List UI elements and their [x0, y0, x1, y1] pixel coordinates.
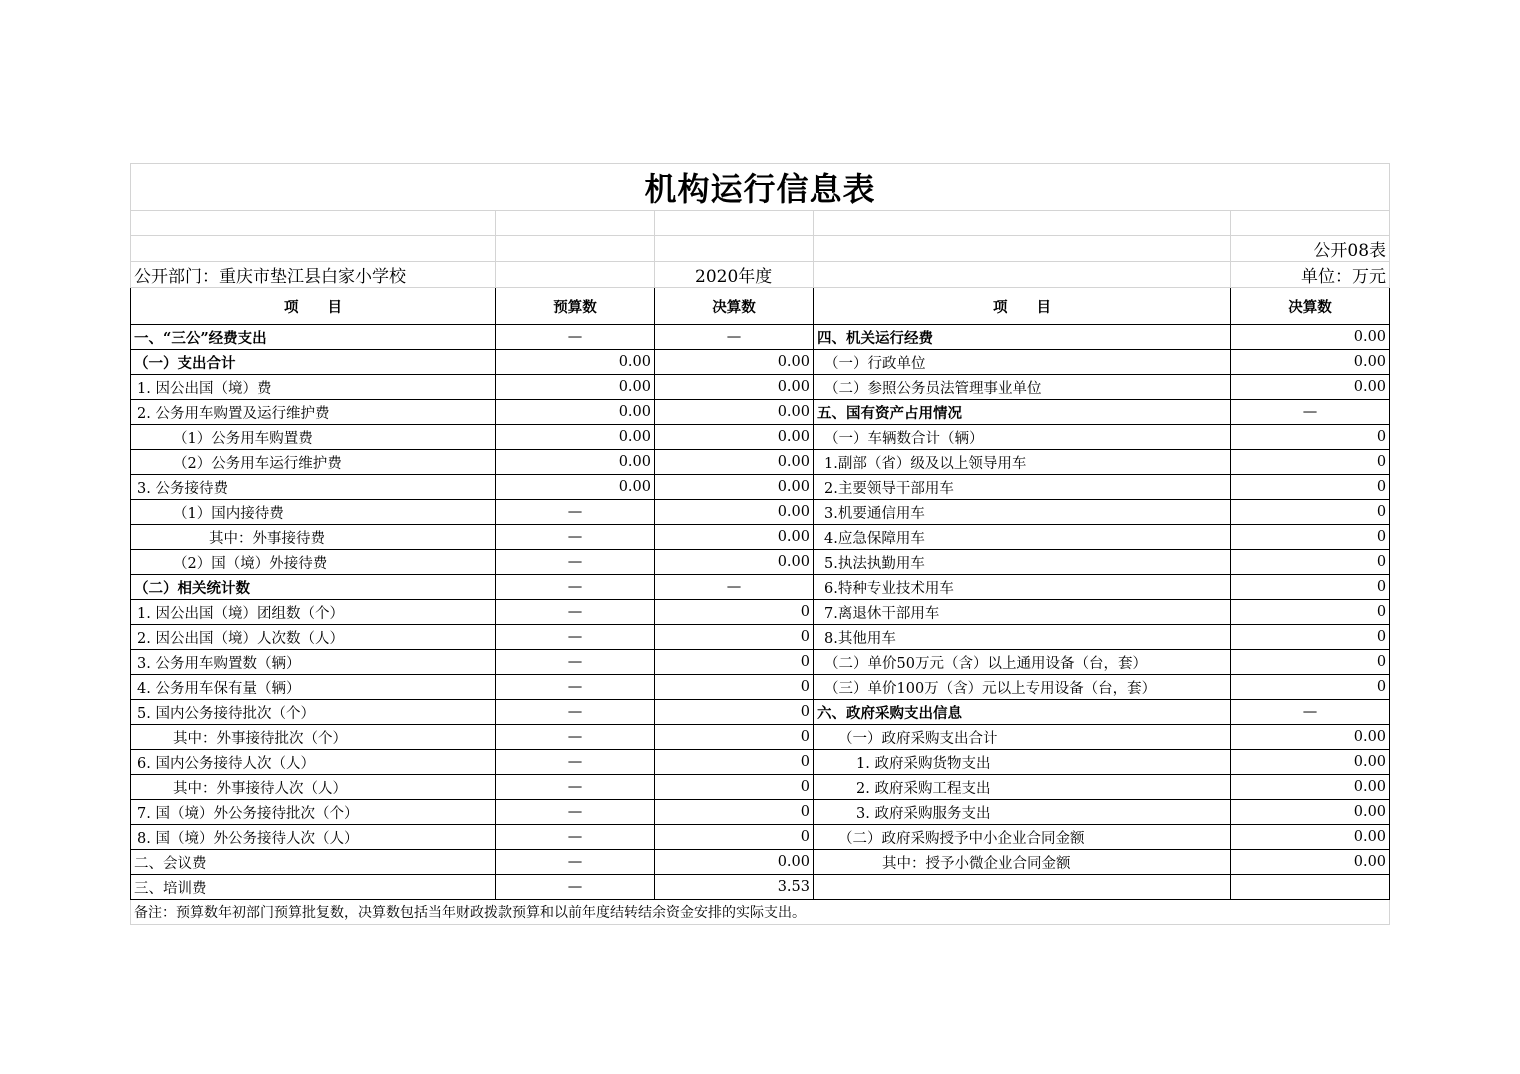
table-row: [131, 375, 1390, 400]
final-value: 0.00: [655, 375, 814, 400]
footnote: 备注：预算数年初部门预算批复数，决算数包括当年财政拨款预算和以前年度结转结余资金安排的实际支出。: [131, 900, 1390, 925]
final-value: 0.00: [655, 350, 814, 375]
right-item-label: 2. 政府采购工程支出: [814, 775, 1231, 800]
left-item-label: 1. 因公出国（境）费: [131, 375, 496, 400]
table-row: [131, 775, 1390, 800]
table-row: [131, 800, 1390, 825]
table-row: [131, 575, 1390, 600]
final-value: 0.00: [655, 450, 814, 475]
table-row: [131, 425, 1390, 450]
table-row: [131, 475, 1390, 500]
right-final-value: 0: [1231, 550, 1390, 575]
table-row: [131, 725, 1390, 750]
right-item-label: （二）单价50万元（含）以上通用设备（台，套）: [814, 650, 1231, 675]
table-row: [131, 650, 1390, 675]
left-item-label: 其中：外事接待人次（人）: [131, 775, 496, 800]
right-final-value: 0.00: [1231, 750, 1390, 775]
left-item-label: 6. 国内公务接待人次（人）: [131, 750, 496, 775]
budget-value: 0.00: [496, 350, 655, 375]
budget-value: 0.00: [496, 400, 655, 425]
final-value: 0.00: [655, 550, 814, 575]
budget-value: —: [496, 875, 655, 900]
table-row: [131, 550, 1390, 575]
final-value: 0.00: [655, 850, 814, 875]
left-item-label: 其中：外事接待批次（个）: [131, 725, 496, 750]
right-final-value: 0.00: [1231, 800, 1390, 825]
table-row: [131, 850, 1390, 875]
right-item-label: （一）车辆数合计（辆）: [814, 425, 1231, 450]
budget-value: —: [496, 825, 655, 850]
table-row: [131, 525, 1390, 550]
budget-value: 0.00: [496, 375, 655, 400]
final-value: 0: [655, 700, 814, 725]
table-row: [131, 750, 1390, 775]
table-row: [131, 825, 1390, 850]
budget-value: —: [496, 325, 655, 350]
info-sheet: [130, 163, 1389, 925]
right-final-value: 0: [1231, 500, 1390, 525]
right-final-value: 0: [1231, 425, 1390, 450]
table-number: 公开08表: [1231, 236, 1390, 262]
left-item-label: （1）国内接待费: [131, 500, 496, 525]
budget-value: —: [496, 550, 655, 575]
final-value: 0: [655, 725, 814, 750]
table-row: [131, 600, 1390, 625]
right-item-label: 5.执法执勤用车: [814, 550, 1231, 575]
table-row: [131, 350, 1390, 375]
budget-value: 0.00: [496, 450, 655, 475]
right-item-label: 1.副部（省）级及以上领导用车: [814, 450, 1231, 475]
right-final-value: 0: [1231, 475, 1390, 500]
left-item-label: （一）支出合计: [131, 350, 496, 375]
left-item-label: 二、会议费: [131, 850, 496, 875]
right-final-value: 0: [1231, 625, 1390, 650]
right-final-value: [1231, 875, 1390, 900]
table-row: [131, 325, 1390, 350]
right-final-value: 0.00: [1231, 375, 1390, 400]
left-item-label: 7. 国（境）外公务接待批次（个）: [131, 800, 496, 825]
header-right-final: 决算数: [1231, 288, 1390, 325]
right-item-label: 4.应急保障用车: [814, 525, 1231, 550]
right-final-value: —: [1231, 400, 1390, 425]
table-row: [131, 875, 1390, 900]
budget-value: —: [496, 800, 655, 825]
right-item-label: 8.其他用车: [814, 625, 1231, 650]
budget-value: —: [496, 575, 655, 600]
right-item-label: 7.离退休干部用车: [814, 600, 1231, 625]
right-final-value: 0.00: [1231, 725, 1390, 750]
header-budget: 预算数: [496, 288, 655, 325]
final-value: 0: [655, 625, 814, 650]
final-value: 0.00: [655, 500, 814, 525]
right-final-value: 0: [1231, 575, 1390, 600]
right-final-value: 0: [1231, 450, 1390, 475]
right-final-value: 0: [1231, 525, 1390, 550]
left-item-label: 5. 国内公务接待批次（个）: [131, 700, 496, 725]
final-value: 0: [655, 775, 814, 800]
right-item-label: （一）行政单位: [814, 350, 1231, 375]
right-item-label: （三）单价100万（含）元以上专用设备（台，套）: [814, 675, 1231, 700]
right-item-label: 其中：授予小微企业合同金额: [814, 850, 1231, 875]
final-value: 0.00: [655, 475, 814, 500]
right-item-label: 2.主要领导干部用车: [814, 475, 1231, 500]
right-final-value: 0.00: [1231, 350, 1390, 375]
right-item-label: 3. 政府采购服务支出: [814, 800, 1231, 825]
left-item-label: （2）国（境）外接待费: [131, 550, 496, 575]
budget-value: —: [496, 600, 655, 625]
budget-value: —: [496, 750, 655, 775]
budget-value: —: [496, 725, 655, 750]
right-final-value: 0.00: [1231, 325, 1390, 350]
left-item-label: 4. 公务用车保有量（辆）: [131, 675, 496, 700]
budget-value: —: [496, 525, 655, 550]
org-operation-table: [130, 163, 1390, 925]
left-item-label: 2. 公务用车购置及运行维护费: [131, 400, 496, 425]
budget-value: 0.00: [496, 475, 655, 500]
budget-value: —: [496, 675, 655, 700]
left-item-label: 8. 国（境）外公务接待人次（人）: [131, 825, 496, 850]
budget-value: —: [496, 850, 655, 875]
right-item-label: 3.机要通信用车: [814, 500, 1231, 525]
table-row: [131, 675, 1390, 700]
right-item-label: 6.特种专业技术用车: [814, 575, 1231, 600]
unit-label: 单位：万元: [1231, 262, 1390, 288]
header-final: 决算数: [655, 288, 814, 325]
table-row: [131, 400, 1390, 425]
budget-value: —: [496, 625, 655, 650]
right-final-value: 0: [1231, 675, 1390, 700]
left-item-label: 2. 因公出国（境）人次数（人）: [131, 625, 496, 650]
page-title: 机构运行信息表: [131, 164, 1390, 211]
table-row: [131, 450, 1390, 475]
right-item-label: [814, 875, 1231, 900]
left-item-label: 1. 因公出国（境）团组数（个）: [131, 600, 496, 625]
final-value: —: [655, 575, 814, 600]
final-value: —: [655, 325, 814, 350]
left-item-label: 3. 公务用车购置数（辆）: [131, 650, 496, 675]
right-item-label: 1. 政府采购货物支出: [814, 750, 1231, 775]
budget-value: —: [496, 500, 655, 525]
final-value: 0.00: [655, 400, 814, 425]
right-item-label: （二）政府采购授予中小企业合同金额: [814, 825, 1231, 850]
right-final-value: 0.00: [1231, 775, 1390, 800]
final-value: 0: [655, 650, 814, 675]
budget-value: —: [496, 650, 655, 675]
department-label: 公开部门：重庆市垫江县白家小学校: [131, 262, 496, 288]
right-final-value: 0: [1231, 650, 1390, 675]
fiscal-year: 2020年度: [655, 262, 814, 288]
right-item-label: （一）政府采购支出合计: [814, 725, 1231, 750]
right-final-value: 0: [1231, 600, 1390, 625]
left-item-label: 其中：外事接待费: [131, 525, 496, 550]
table-row: [131, 625, 1390, 650]
left-item-label: （二）相关统计数: [131, 575, 496, 600]
final-value: 3.53: [655, 875, 814, 900]
right-item-label: 五、国有资产占用情况: [814, 400, 1231, 425]
header-left-item: 项 目: [131, 288, 496, 325]
right-item-label: 六、政府采购支出信息: [814, 700, 1231, 725]
left-item-label: 3. 公务接待费: [131, 475, 496, 500]
left-item-label: 一、“三公”经费支出: [131, 325, 496, 350]
right-final-value: 0.00: [1231, 850, 1390, 875]
header-right-item: 项 目: [814, 288, 1231, 325]
final-value: 0: [655, 825, 814, 850]
left-item-label: 三、培训费: [131, 875, 496, 900]
final-value: 0.00: [655, 425, 814, 450]
right-item-label: 四、机关运行经费: [814, 325, 1231, 350]
right-item-label: （二）参照公务员法管理事业单位: [814, 375, 1231, 400]
final-value: 0: [655, 750, 814, 775]
right-final-value: —: [1231, 700, 1390, 725]
final-value: 0.00: [655, 525, 814, 550]
left-item-label: （1）公务用车购置费: [131, 425, 496, 450]
budget-value: 0.00: [496, 425, 655, 450]
budget-value: —: [496, 775, 655, 800]
final-value: 0: [655, 675, 814, 700]
final-value: 0: [655, 600, 814, 625]
left-item-label: （2）公务用车运行维护费: [131, 450, 496, 475]
final-value: 0: [655, 800, 814, 825]
table-row: [131, 700, 1390, 725]
right-final-value: 0.00: [1231, 825, 1390, 850]
budget-value: —: [496, 700, 655, 725]
table-row: [131, 500, 1390, 525]
